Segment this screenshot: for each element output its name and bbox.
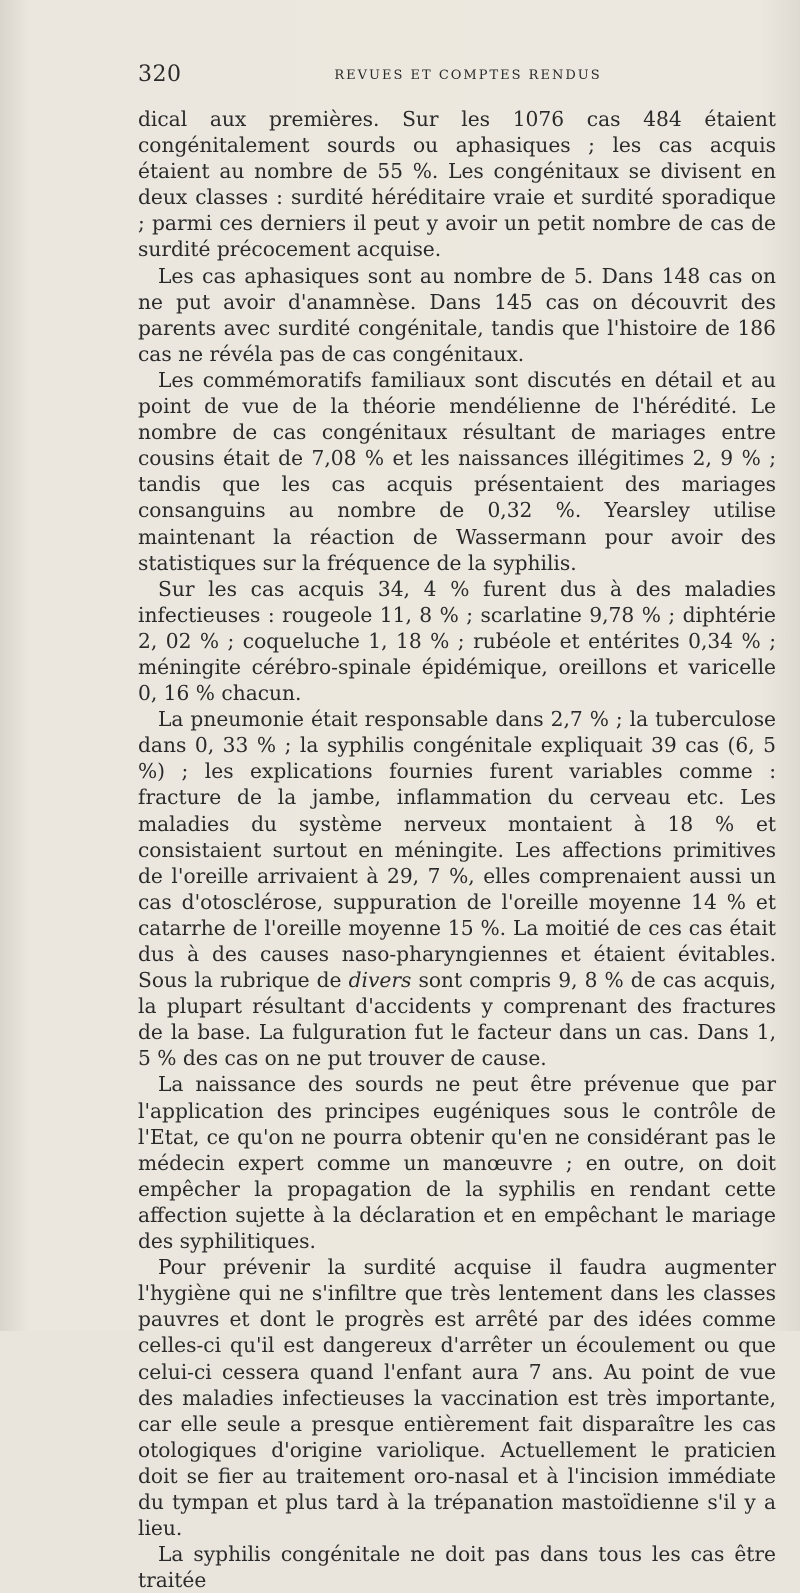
paragraph: Sur les cas acquis 34, 4 % furent dus à des maladies infectieuses : rougeole 11, 8 % ; scarlatine 9,78 % ; diphtérie 2, 02 % ; coqueluche 1, 18 % ; rubéole et entérites 0,34 % ; méningite cérébro-spinale épidémique, oreillons et varicelle 0, 16 % chacun. — [138, 576, 776, 706]
paragraph: dical aux premières. Sur les 1076 cas 484 étaient congénitalement sourds ou aphasiques ; les cas acquis étaient au nombre de 55 %. Les congénitaux se divisent en deux classes : surdité héréditaire vraie et surdité sporadique ; parmi ces derniers il peut y avoir un petit nombre de cas de surdité précocement acquise. — [138, 107, 776, 262]
running-title: REVUES ET COMPTES RENDUS — [334, 68, 602, 83]
paragraph — [138, 706, 776, 1071]
paragraph: Pour prévenir la surdité acquise il faudra augmenter l'hygiène qui ne s'infiltre que très lentement dans les classes pauvres et dont le progrès est arrêté par des idées comme celles-ci qu'il est dangereux d'arrêter un écoulement ou que celui-ci cessera quand l'enfant aura 7 ans. Au point de vue des maladies infectieuses la vaccination est très importante, car elle seule a presque entièrement fait disparaître les cas otologiques d'origine variolique. Actuellement le praticien doit se fier au traitement oro-nasal et à l'incision immédiate du tympan et plus tard à la trépanation mastoïdienne s'il y a lieu. — [138, 1255, 776, 1541]
italic-term: divers — [348, 968, 412, 993]
page-number: 320 — [138, 62, 182, 87]
page-header — [138, 62, 758, 92]
paragraph: La syphilis congénitale ne doit pas dans tous les cas être traitée — [138, 1542, 776, 1593]
paragraph-text: La pneumonie était responsable dans 2,7 % ; la tuberculose dans 0, 33 % ; la syphilis congénitale expliquait 39 cas (6, 5 %) ; les explications fournies furent variables comme : fracture de la jambe, inflammation du cerveau etc. Les maladies du système nerveux montaient à 18 % et consistaient surtout en méningite. Les affections primitives de l'oreille arrivaient à 29, 7 %, elles comprenaient aussi un cas d'otosclérose, suppuration de l'oreille moyenne 14 % et catarrhe de l'oreille moyenne 15 %. La moitié de ces cas était dus à des causes naso-pharyngiennes et étaient évitables. Sous la rubrique de — [138, 707, 776, 993]
paragraph-text: sont compris 9, 8 % de cas acquis, la plupart résultant d'accidents y comprenant des fractures de la base. La fulguration fut le facteur dans un cas. Dans 1, 5 % des cas on ne put trouver de cause. — [138, 968, 777, 1071]
paragraph: Les commémoratifs familiaux sont discutés en détail et au point de vue de la théorie mendélienne de l'hérédité. Le nombre de cas congénitaux résultant de mariages entre cousins était de 7,08 % et les naissances illégitimes 2, 9 % ; tandis que les cas acquis présentaient des mariages consanguins au nombre de 0,32 %. Yearsley utilise maintenant la réaction de Wassermann pour avoir des statistiques sur la fréquence de la syphilis. — [138, 367, 776, 575]
paragraph: Les cas aphasiques sont au nombre de 5. Dans 148 cas on ne put avoir d'anamnèse. Dans 145 cas on découvrit des parents avec surdité congénitale, tandis que l'histoire de 186 cas ne révéla pas de cas congénitaux. — [138, 263, 776, 366]
paragraph: La naissance des sourds ne peut être prévenue que par l'application des principes eugéniques sous le contrôle de l'Etat, ce qu'on ne pourra obtenir qu'en ne considérant pas le médecin expert comme un manœuvre ; en outre, on doit empêcher la propagation de la syphilis en rendant cette affection sujette à la déclaration et en empêchant le mariage des syphilitiques. — [138, 1072, 776, 1254]
body-text — [138, 106, 776, 1593]
